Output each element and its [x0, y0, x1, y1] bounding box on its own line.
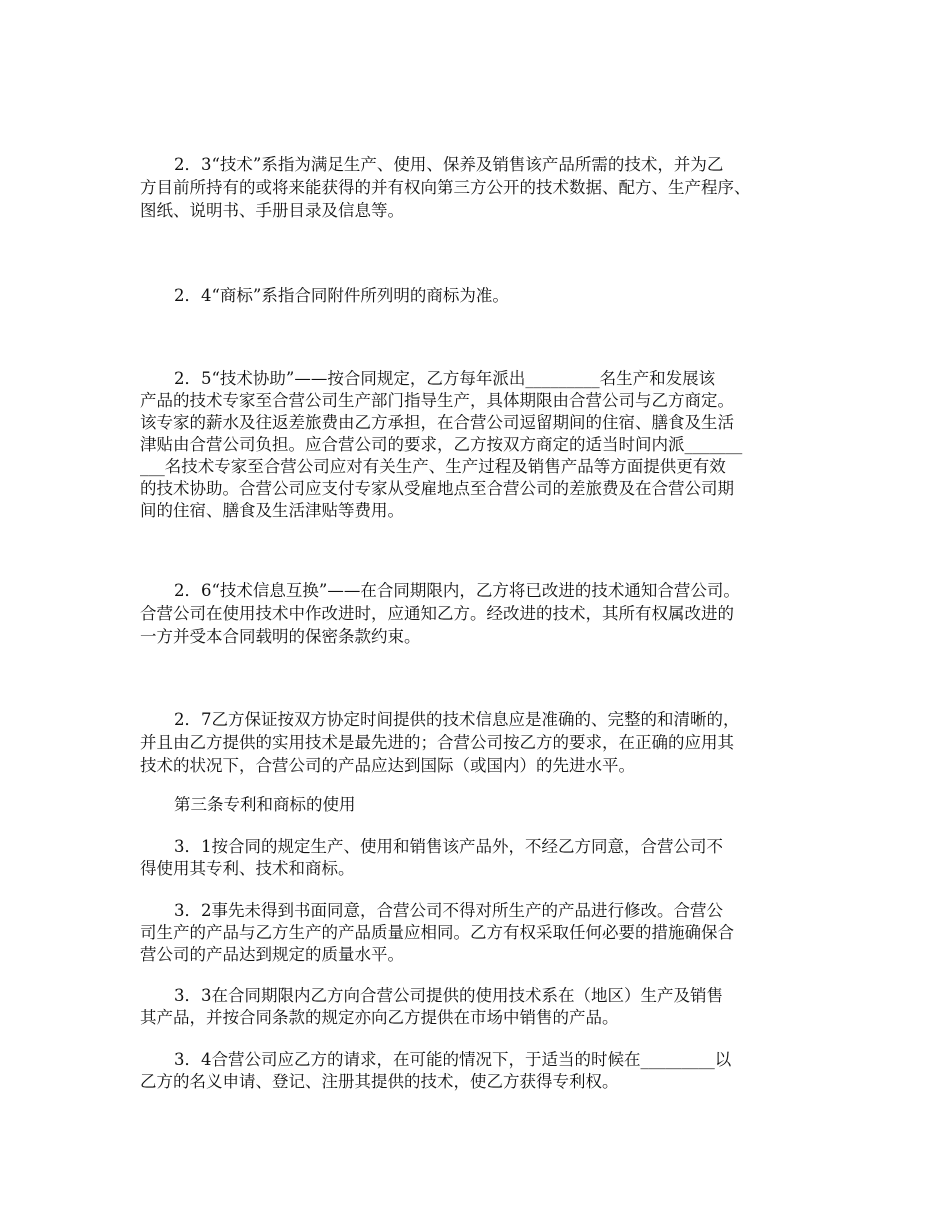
clause-line: 2．3“技术”系指为满足生产、使用、保养及销售该产品所需的技术，并为乙	[174, 155, 724, 174]
section-heading: 第三条专利和商标的使用	[174, 795, 356, 814]
clause-line: 3．4合营公司应乙方的请求，在可能的情况下，于适当的时候在_________以	[174, 1050, 732, 1069]
clause-line: 津贴由合营公司负担。应合营公司的要求，乙方按双方商定的适当时间内派_______	[140, 435, 743, 454]
clause-line: 合营公司在使用技术中作改进时，应通知乙方。经改进的技术，其所有权属改进的	[140, 604, 734, 623]
clause-line: 乙方的名义申请、登记、注册其提供的技术，使乙方获得专利权。	[140, 1072, 619, 1091]
clause-line: 其产品，并按合同条款的规定亦向乙方提供在市场中销售的产品。	[140, 1008, 619, 1027]
clause-line: 一方并受本合同载明的保密条款约束。	[140, 627, 421, 646]
clause-line: 图纸、说明书、手册目录及信息等。	[140, 201, 404, 220]
clause-line: 技术的状况下，合营公司的产品应达到国际（或国内）的先进水平。	[140, 756, 635, 775]
clause-line: 2．7乙方保证按双方协定时间提供的技术信息应是准确的、完整的和清晰的，	[174, 710, 740, 729]
clause-line: 3．2事先未得到书面同意，合营公司不得对所生产的产品进行修改。合营公	[174, 901, 723, 920]
clause-line: 2．5“技术协助”——按合同规定，乙方每年派出_________名生产和发展该	[174, 369, 716, 388]
clause-line: 营公司的产品达到规定的质量水平。	[140, 945, 404, 964]
clause-line: 2．6“技术信息互换”——在合同期限内，乙方将已改进的技术通知合营公司。	[174, 581, 740, 600]
clause-line: 产品的技术专家至合营公司生产部门指导生产，具体期限由合营公司与乙方商定。	[140, 391, 734, 410]
clause-line: 得使用其专利、技术和商标。	[140, 859, 355, 878]
clause-line: 并且由乙方提供的实用技术是最先进的；合营公司按乙方的要求，在正确的应用其	[140, 733, 734, 752]
clause-line: 司生产的产品与乙方生产的产品质量应相同。乙方有权采取任何必要的措施确保合	[140, 923, 734, 942]
clause-line: 间的住宿、膳食及生活津贴等费用。	[140, 501, 404, 520]
clause-line: 的技术协助。合营公司应支付专家从受雇地点至合营公司的差旅费及在合营公司期	[140, 479, 734, 498]
clause-line: ___名技术专家至合营公司应对有关生产、生产过程及销售产品等方面提供更有效	[140, 457, 726, 476]
clause-line: 3．3在合同期限内乙方向合营公司提供的使用技术系在（地区）生产及销售	[174, 986, 723, 1005]
clause-line: 该专家的薪水及往返差旅费由乙方承担，在合营公司逗留期间的住宿、膳食及生活	[140, 413, 734, 432]
clause-line: 方目前所持有的或将来能获得的并有权向第三方公开的技术数据、配方、生产程序、	[140, 178, 751, 197]
clause-line: 3．1按合同的规定生产、使用和销售该产品外，不经乙方同意，合营公司不	[174, 837, 723, 856]
clause-line: 2．4“商标”系指合同附件所列明的商标为准。	[174, 286, 509, 305]
